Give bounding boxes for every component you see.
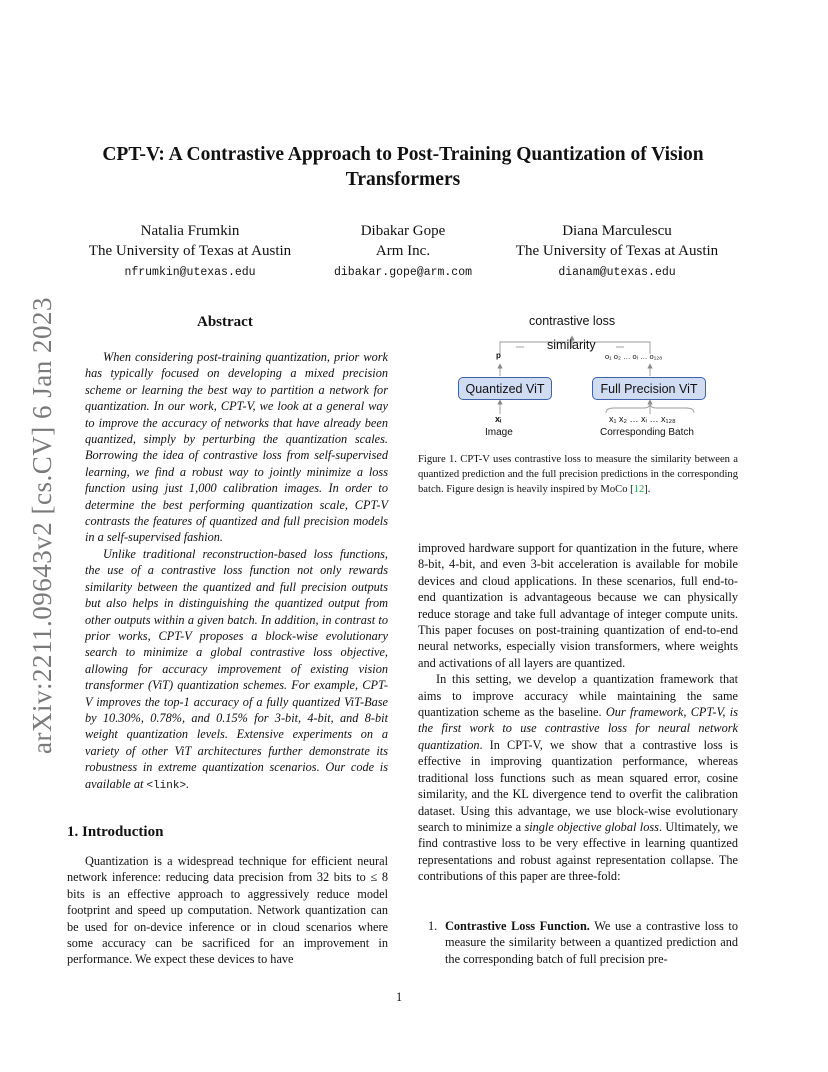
full-precision-vit-box: Full Precision ViT — [592, 377, 706, 400]
abstract-paragraph-2-text: Unlike traditional reconstruction-based loss functions, the use of a contrastive loss function not only rewards similarity between the quantized and full precision outputs but also helps in distinguishing the quantized output from other outputs within a given batch. In addition, in contrast to prior works, CPT-V proposes a block-wise evolutionary search to minimize a global contrastive loss objective, allowing for accuracy improvement of existing vision transformer (ViT) quantization schemes. For example, CPT-V improves the top-1 accuracy of a fully quantized ViT-Base by 10.30%, 0.78%, and 0.15% for 3-bit, 4-bit, and 8-bit weight quantization levels. Extensive experiments on a variety of other ViT architectures further demonstrate its robustness in extreme quantization scenarios. Our code is available at — [85, 546, 388, 791]
corresponding-batch-label: Corresponding Batch — [600, 427, 694, 438]
right-paragraph-2-e: . Ultimately, we find contrastive loss to be very effective in learning quantized representations and robust against representation collapse. The contributions of this paper are three-fold: — [418, 819, 738, 884]
contribution-body — [445, 918, 738, 967]
image-label: Image — [485, 427, 513, 438]
author-block-2 — [313, 221, 493, 283]
abstract-paragraph-2-end: . — [186, 776, 190, 791]
contrastive-loss-label: contrastive loss — [529, 314, 616, 328]
list-number: 1. — [428, 919, 438, 933]
prediction-label: p — [496, 351, 501, 360]
code-link[interactable]: <link> — [146, 779, 187, 792]
author-block-3 — [497, 221, 737, 283]
abstract-paragraph-2 — [85, 546, 388, 794]
right-paragraph-2-c: . In CPT-V, we show that a contrastive loss is effective in improving quantization performance, whereas traditional loss functions such as mean squared error, cosine similarity, and the KL divergence tend to overfit the calibration dataset. Using this advantage, we use block-wise evolutionary search to minimize a — [418, 737, 738, 834]
page-number: 1 — [396, 990, 403, 1004]
author-name: Natalia Frumkin — [140, 223, 240, 239]
author-affiliation: Arm Inc. — [375, 243, 431, 259]
right-paragraph-2-b: Our framework, CPT-V, is the first work to use contrastive loss for neural network quantization — [418, 705, 738, 752]
introduction-body — [67, 853, 388, 968]
author-affiliation: The University of Texas at Austin — [88, 243, 292, 259]
right-paragraph-2-a: In this setting, we develop a quantization framework that aims to improve accuracy while maintaining the same quantization scheme as the baseline. — [418, 672, 738, 720]
input-xi-label: xᵢ — [495, 414, 502, 424]
citation-link[interactable]: 12 — [633, 484, 645, 495]
contribution-text: We use a contrastive loss to measure the similarity between a quantized prediction and the corresponding batch of full precision pre- — [445, 919, 738, 966]
abstract-heading: Abstract — [197, 314, 253, 330]
author-name: Diana Marculescu — [562, 223, 672, 239]
arxiv-stamp — [24, 296, 60, 754]
author-name: Dibakar Gope — [360, 223, 446, 239]
introduction-paragraph-1: Quantization is a widespread technique for efficient neural network inference: reducing data precision from 32 bits to ≤ 8 bits is an effective approach to aggressively reduce model footprint and speed up computation. Network quantization can be used for on-device inference or in cloud scenarios where some accuracy can be sacrificed for an improvement in performance. We expect these devices to have — [67, 854, 388, 967]
figure-caption-end: ]. — [644, 484, 651, 495]
paper-title: CPT-V: A Contrastive Approach to Post-Training Quantization of Vision Transformers — [102, 144, 704, 190]
abstract-body — [85, 349, 388, 794]
figure-1 — [418, 310, 738, 445]
right-paragraph-2 — [418, 671, 738, 884]
author-email[interactable]: dianam@utexas.edu — [558, 266, 676, 279]
author-email[interactable]: dibakar.gope@arm.com — [333, 266, 473, 279]
author-email[interactable]: nfrumkin@utexas.edu — [124, 266, 256, 279]
author-block-1 — [70, 221, 310, 283]
right-column-body — [418, 540, 738, 885]
batch-inputs-label: x₁ x₂ … xᵢ … x₁₂₈ — [609, 414, 676, 424]
author-affiliation: The University of Texas at Austin — [515, 243, 719, 259]
figure-caption — [418, 452, 738, 497]
full-outputs-label: o₁ o₂ … oᵢ … o₁₂₈ — [605, 352, 663, 361]
right-paragraph-2-d: single objective global loss — [524, 819, 659, 834]
arxiv-id: arXiv:2211.09643v2 [cs.CV] 6 Jan 2023 — [26, 296, 57, 754]
similarity-label: similarity — [547, 338, 596, 352]
contribution-title: Contrastive Loss Function. — [445, 919, 590, 933]
figure-caption-text: Figure 1. CPT-V uses contrastive loss to measure the similarity between a quantized prediction and the full precision predictions in the corresponding batch. Figure design is heavily inspired by MoCo [ — [418, 454, 738, 495]
quantized-vit-box: Quantized ViT — [458, 377, 552, 400]
right-paragraph-1: improved hardware support for quantization in the future, where 8-bit, 4-bit, and even 3-bit acceleration is available for mobile devices and cloud applications. In these scenarios, full end-to-end quantization is advantageous because we can physically reduce storage and take full advantage of integer compute units. This paper focuses on post-training quantization of end-to-end neural networks, especially vision transformers, where weights and activations of all layers are quantized. — [418, 541, 738, 670]
contribution-item-1 — [418, 918, 738, 967]
abstract-paragraph-1: When considering post-training quantization, prior work has typically focused on developing a mixed precision scheme or learning the best way to partition a network for quantization. In our work, CPT-V, we look at a general way to improve the accuracy of networks that have already been quantized, simply by perturbing the quantization scales. Borrowing the idea of contrastive loss from self-supervised learning, we find a robust way to jointly minimize a loss function using just 1,000 calibration images. In order to determine the best performing quantization scale, CPT-V contrasts the features of quantized and full precision models in a self-supervised fashion. — [85, 350, 388, 545]
introduction-heading: 1. Introduction — [67, 824, 164, 840]
